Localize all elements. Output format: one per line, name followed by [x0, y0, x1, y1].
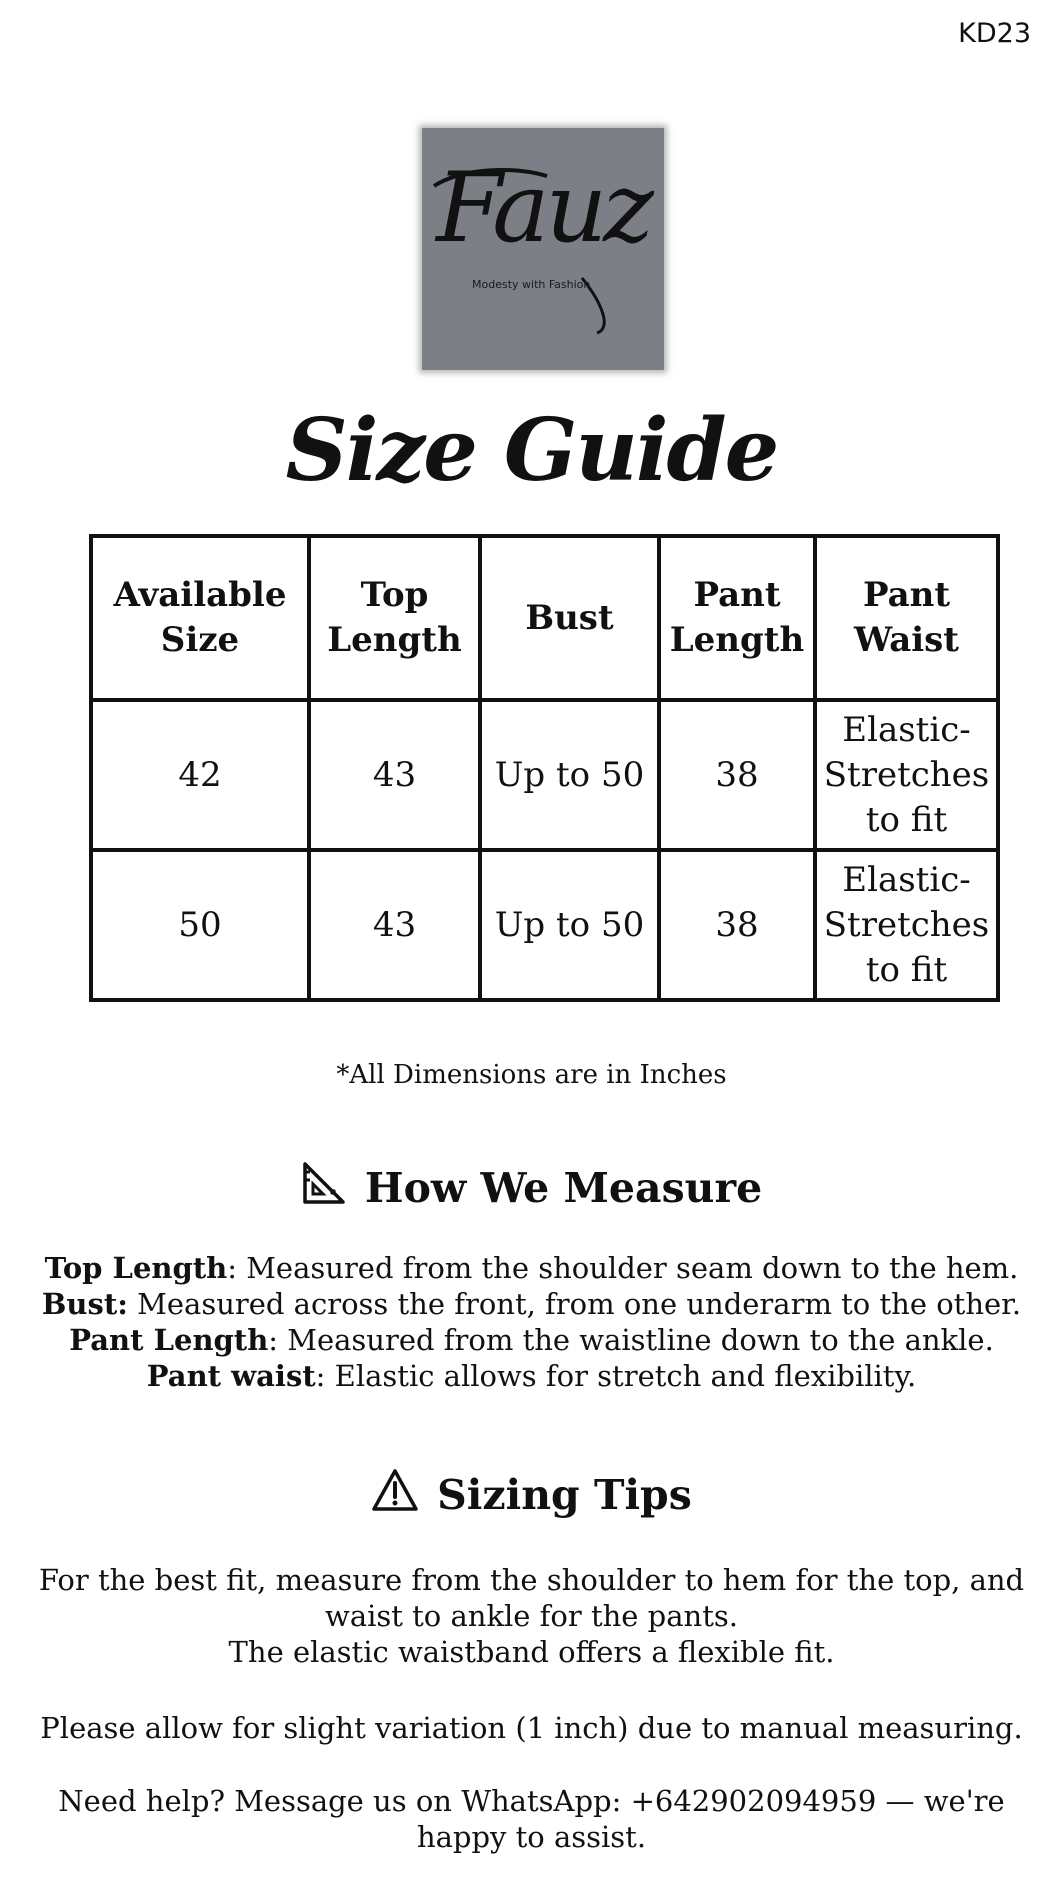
measure-sep: :	[315, 1359, 326, 1393]
measure-heading	[0, 1160, 1063, 1216]
tips-heading	[0, 1468, 1063, 1522]
cell-size: 42	[91, 700, 309, 850]
header-available-size: Available Size	[91, 536, 309, 700]
cell-bust: Up to 50	[480, 700, 659, 850]
measure-desc: Measured across the front, from one underarm to the other.	[127, 1287, 1022, 1321]
measure-term: Pant Length	[69, 1323, 269, 1357]
tips-text: For the best fit, measure from the shoulder to hem for the top, and waist to ankle for the pants.	[38, 1563, 1025, 1633]
tips-heading-text: Sizing Tips	[437, 1471, 692, 1519]
measure-sep: :	[268, 1323, 279, 1357]
cell-top-length: 43	[309, 700, 480, 850]
tips-text: Please allow for slight variation (1 inch) due to manual measuring.	[40, 1711, 1023, 1745]
brand-logo	[422, 128, 664, 370]
list-item	[20, 1322, 1043, 1358]
measure-heading-text: How We Measure	[364, 1164, 763, 1212]
tips-paragraph-variation	[30, 1710, 1033, 1746]
tips-text: The elastic waistband offers a flexible fit.	[228, 1635, 835, 1669]
ruler-triangle-icon	[301, 1160, 347, 1216]
page-title: Size Guide	[285, 400, 778, 501]
cell-pant-length: 38	[659, 700, 815, 850]
tips-paragraph-contact	[30, 1783, 1033, 1855]
measure-sep: :	[227, 1251, 238, 1285]
size-table	[89, 534, 1000, 1002]
cell-pant-waist: Elastic- Stretches to fit	[815, 700, 998, 850]
table-header-row	[91, 536, 998, 700]
cell-pant-length: 38	[659, 850, 815, 1000]
measure-term: Bust:	[41, 1287, 128, 1321]
measure-list	[20, 1250, 1043, 1394]
logo-tagline: Modesty with Fashion	[472, 278, 591, 291]
tips-contact-text: Need help? Message us on WhatsApp: +642902094959 — we're happy to assist.	[58, 1784, 1005, 1854]
table-row	[91, 700, 998, 850]
warning-icon	[371, 1468, 419, 1522]
cell-bust: Up to 50	[480, 850, 659, 1000]
tips-paragraph-fit	[30, 1562, 1033, 1670]
list-item	[20, 1358, 1043, 1394]
list-item	[20, 1250, 1043, 1286]
header-bust: Bust	[480, 536, 659, 700]
measure-term: Pant waist	[146, 1359, 316, 1393]
header-top-length: Top Length	[309, 536, 480, 700]
header-pant-length: Pant Length	[659, 536, 815, 700]
cell-top-length: 43	[309, 850, 480, 1000]
dimensions-note: *All Dimensions are in Inches	[336, 1060, 727, 1090]
measure-desc: Measured from the waistline down to the ankle.	[278, 1323, 994, 1357]
logo-brand-name: Fauz	[436, 152, 650, 264]
product-code: KD23	[958, 18, 1031, 49]
measure-desc: Elastic allows for stretch and flexibility.	[325, 1359, 917, 1393]
measure-term: Top Length	[44, 1251, 228, 1285]
list-item	[20, 1286, 1043, 1322]
table-row	[91, 850, 998, 1000]
measure-desc: Measured from the shoulder seam down to the hem.	[237, 1251, 1019, 1285]
cell-pant-waist: Elastic- Stretches to fit	[815, 850, 998, 1000]
header-pant-waist: Pant Waist	[815, 536, 998, 700]
cell-size: 50	[91, 850, 309, 1000]
